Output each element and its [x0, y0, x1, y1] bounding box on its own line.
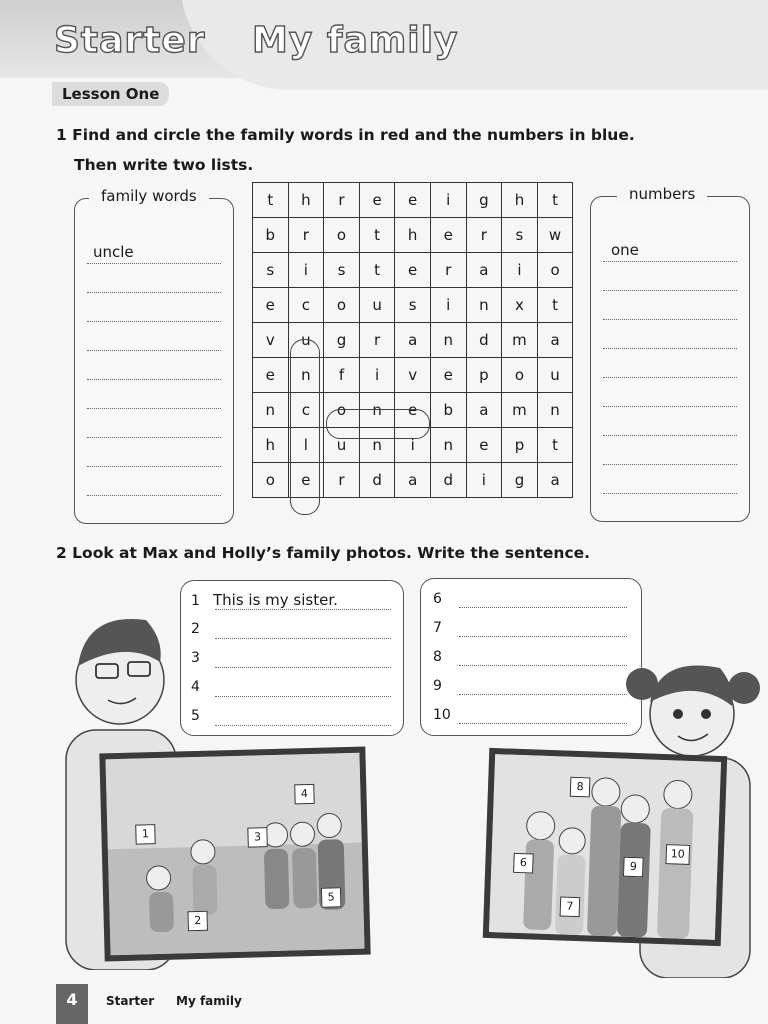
answer-line[interactable] [87, 466, 221, 467]
grid-letter[interactable]: t [537, 288, 573, 323]
answer-line[interactable] [87, 379, 221, 380]
exercise-2-instruction: 2 Look at Max and Holly’s family photos. Write the sentence. [56, 544, 591, 562]
answer-line[interactable] [87, 292, 221, 293]
page-header [0, 0, 768, 78]
grid-letter[interactable]: e [466, 428, 502, 463]
answer-line[interactable] [603, 377, 737, 378]
numbers-title: numbers [617, 183, 707, 205]
photo-label: 4 [294, 784, 315, 805]
grid-letter[interactable]: e [359, 183, 395, 218]
grid-letter[interactable]: e [430, 218, 466, 253]
grid-letter[interactable]: v [395, 358, 431, 393]
sentence-number: 6 [433, 591, 442, 607]
grid-letter[interactable]: s [395, 288, 431, 323]
answer-line[interactable] [603, 319, 737, 320]
grid-letter[interactable]: l [288, 428, 324, 463]
exercise-1-instruction: 1 Find and circle the family words in red and the numbers in blue. [56, 126, 635, 144]
grid-letter[interactable]: b [430, 393, 466, 428]
answer-line[interactable] [87, 321, 221, 322]
page-number: 4 [56, 984, 88, 1024]
grid-letter[interactable]: t [359, 218, 395, 253]
sentence-number: 3 [191, 650, 200, 666]
photo-label: 3 [247, 827, 268, 848]
grid-letter[interactable]: g [502, 463, 538, 498]
grid-letter[interactable]: c [288, 393, 324, 428]
grid-letter[interactable]: a [466, 393, 502, 428]
answer-line[interactable] [603, 290, 737, 291]
sentence-number: 10 [433, 707, 451, 723]
grid-letter[interactable]: a [537, 463, 573, 498]
grid-letter[interactable]: n [288, 358, 324, 393]
grid-letter[interactable]: o [502, 358, 538, 393]
grid-letter[interactable]: b [253, 218, 289, 253]
grid-letter[interactable]: e [430, 358, 466, 393]
grid-letter[interactable]: t [537, 183, 573, 218]
sentence-row [433, 620, 455, 636]
grid-letter[interactable]: i [395, 428, 431, 463]
grid-letter[interactable]: i [430, 183, 466, 218]
answer-line[interactable] [87, 495, 221, 496]
family-words-box [74, 187, 234, 524]
family-words-example: uncle [93, 243, 134, 261]
numbers-box [590, 185, 750, 522]
sentence-number: 4 [191, 679, 200, 695]
grid-letter[interactable]: u [537, 358, 573, 393]
grid-letter[interactable]: r [359, 323, 395, 358]
answer-line[interactable] [87, 437, 221, 438]
photo-label: 6 [513, 853, 534, 874]
answer-line[interactable] [603, 406, 737, 407]
grid-letter[interactable]: n [466, 288, 502, 323]
grid-letter[interactable]: h [253, 428, 289, 463]
grid-letter[interactable]: o [537, 253, 573, 288]
answer-line[interactable] [603, 348, 737, 349]
grid-letter[interactable]: e [253, 288, 289, 323]
sentence-row [433, 649, 455, 665]
max-family-photo [99, 747, 370, 962]
exercise-1-instruction-2: Then write two lists. [74, 156, 254, 174]
grid-letter[interactable]: n [537, 393, 573, 428]
family-words-title: family words [89, 185, 209, 207]
grid-letter[interactable]: c [288, 288, 324, 323]
grid-letter[interactable]: o [324, 288, 360, 323]
grid-row [253, 218, 573, 253]
grid-letter[interactable]: d [430, 463, 466, 498]
circled-word-one [326, 409, 430, 439]
answer-line[interactable] [603, 464, 737, 465]
grid-letter[interactable]: v [253, 323, 289, 358]
sentence-number: 7 [433, 620, 442, 636]
grid-letter[interactable]: r [324, 463, 360, 498]
grid-letter[interactable]: s [253, 253, 289, 288]
sentence-line[interactable] [215, 696, 391, 697]
grid-letter[interactable]: a [537, 323, 573, 358]
answer-line[interactable] [87, 263, 221, 264]
grid-letter[interactable]: w [537, 218, 573, 253]
photo-label: 2 [187, 911, 208, 932]
sentence-line[interactable] [215, 667, 391, 668]
footer-title: My family [176, 994, 242, 1008]
sentence-line[interactable] [215, 609, 391, 610]
grid-letter[interactable]: h [395, 218, 431, 253]
grid-letter[interactable]: t [537, 428, 573, 463]
grid-letter[interactable]: p [502, 428, 538, 463]
footer-section: Starter [106, 994, 155, 1008]
grid-letter[interactable]: e [395, 183, 431, 218]
grid-letter[interactable]: i [288, 253, 324, 288]
grid-letter[interactable]: t [359, 253, 395, 288]
grid-letter[interactable]: m [502, 323, 538, 358]
grid-letter[interactable]: u [359, 288, 395, 323]
grid-letter[interactable]: o [324, 218, 360, 253]
photo-label: 8 [570, 777, 591, 798]
grid-letter[interactable]: i [430, 288, 466, 323]
grid-letter[interactable]: n [359, 393, 395, 428]
grid-letter[interactable]: i [502, 253, 538, 288]
answer-line[interactable] [87, 350, 221, 351]
beach-scene [105, 753, 364, 956]
speech-bubble-max [180, 580, 404, 736]
grid-letter[interactable]: f [324, 358, 360, 393]
answer-line[interactable] [87, 408, 221, 409]
sentence-line[interactable] [459, 723, 627, 724]
grid-row [253, 183, 573, 218]
sentence-row [433, 678, 455, 694]
grid-letter[interactable]: i [359, 358, 395, 393]
grid-letter[interactable]: o [324, 393, 360, 428]
photo-label: 10 [665, 844, 690, 865]
sentence-number: 1 [191, 593, 200, 609]
grid-letter[interactable]: n [359, 428, 395, 463]
sentence-row [191, 591, 338, 609]
sentence-number: 2 [191, 621, 200, 637]
grid-letter[interactable]: h [288, 183, 324, 218]
grid-letter[interactable]: x [502, 288, 538, 323]
grid-letter[interactable]: n [430, 428, 466, 463]
grid-letter[interactable]: d [466, 323, 502, 358]
grid-letter[interactable]: e [253, 358, 289, 393]
sentence-line[interactable] [459, 607, 627, 608]
grid-letter[interactable]: a [395, 323, 431, 358]
grid-letter[interactable]: g [466, 183, 502, 218]
grid-letter[interactable]: s [324, 253, 360, 288]
grid-letter[interactable]: d [359, 463, 395, 498]
photo-label: 7 [560, 896, 581, 917]
grid-row [253, 288, 573, 323]
photo-label: 1 [135, 824, 156, 845]
sentence-row [433, 707, 455, 723]
answer-line[interactable] [603, 261, 737, 262]
sentence-row [433, 591, 455, 607]
grid-letter[interactable]: t [253, 183, 289, 218]
sentence-number: 5 [191, 708, 200, 724]
grid-letter[interactable]: a [395, 463, 431, 498]
grid-letter[interactable]: p [466, 358, 502, 393]
grid-letter[interactable]: r [466, 218, 502, 253]
grid-letter[interactable]: n [430, 323, 466, 358]
circled-word-uncle [290, 339, 320, 515]
grid-letter[interactable]: h [502, 183, 538, 218]
photo-label: 9 [623, 857, 644, 878]
sentence-line[interactable] [215, 725, 391, 726]
grid-row [253, 253, 573, 288]
example-sentence: This is my sister. [213, 591, 338, 609]
lesson-tag: Lesson One [52, 82, 169, 106]
sentence-line[interactable] [459, 665, 627, 666]
grid-letter[interactable]: n [253, 393, 289, 428]
grid-letter[interactable]: u [324, 428, 360, 463]
holly-family-photo [483, 748, 727, 946]
grid-letter[interactable]: r [288, 218, 324, 253]
sentence-line[interactable] [459, 636, 627, 637]
grid-letter[interactable]: r [324, 183, 360, 218]
numbers-example: one [611, 241, 639, 259]
grid-letter[interactable]: e [288, 463, 324, 498]
answer-line[interactable] [603, 493, 737, 494]
page-title: My family [252, 20, 459, 61]
sentence-number: 9 [433, 678, 442, 694]
photo-label: 5 [321, 887, 342, 908]
grid-letter[interactable]: e [395, 253, 431, 288]
grid-letter[interactable]: o [253, 463, 289, 498]
grid-letter[interactable]: a [466, 253, 502, 288]
grid-letter[interactable]: r [430, 253, 466, 288]
grid-letter[interactable]: i [466, 463, 502, 498]
grid-letter[interactable]: g [324, 323, 360, 358]
grid-letter[interactable]: m [502, 393, 538, 428]
sentence-line[interactable] [459, 694, 627, 695]
grid-letter[interactable]: s [502, 218, 538, 253]
sentence-line[interactable] [215, 638, 391, 639]
unit-title: Starter [54, 20, 206, 61]
grid-letter[interactable]: e [395, 393, 431, 428]
sentence-number: 8 [433, 649, 442, 665]
answer-line[interactable] [603, 435, 737, 436]
speech-bubble-holly [420, 578, 642, 736]
grid-letter[interactable]: u [288, 323, 324, 358]
